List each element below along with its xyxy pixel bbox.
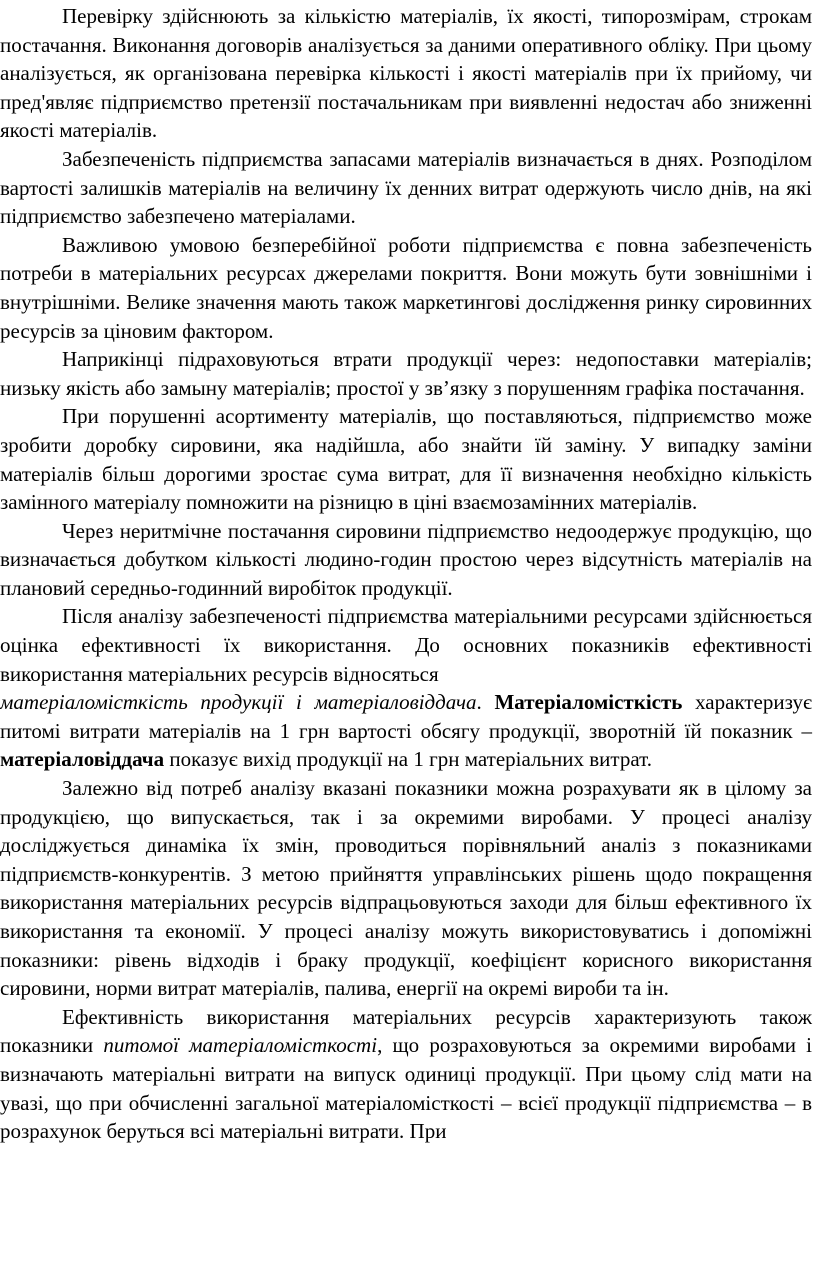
document-body [0, 2, 812, 1146]
paragraph-7: Після аналізу забезпеченості підприємства матеріальними ресурсами здійснюється оцінка ефективності їх використання. До основних показників ефективності використання матеріальних ресурсів відносяться [0, 604, 812, 686]
paragraph-8-text-a: . [476, 690, 495, 715]
paragraph-8-text-b: характеризує питомі витрати матеріалів на 1 грн вартості обсягу продукції, зворотній їй показник – [0, 690, 812, 743]
paragraph-5: При порушенні асортименту матеріалів, що поставляються, підприємство може зробити доробку сировини, яка надійшла, або знайти їй заміну. У випадку заміни матеріалів більш дорогими зростає сума витрат, для її визначення необхідно кількість замінного матеріалу помножити на різницю в ціні взаємозамінних матеріалів. [0, 404, 812, 515]
term-material-return-bold: матеріаловіддача [0, 747, 165, 772]
paragraph-10 [0, 1003, 812, 1146]
term-specific-material-intensity: питомої матеріаломісткості [103, 1033, 378, 1058]
paragraph-10-text-a: Ефективність використання матеріальних ресурсів характеризують також показники [0, 1004, 812, 1058]
paragraph-1: Перевірку здійснюють за кількістю матеріалів, їх якості, типорозмірам, строкам постачання. Виконання договорів аналізується за даними оперативного обліку. При цьому аналізується, як організована перевірка кількості і якості матеріалів при їх прийому, чи пред'являє підприємство претензії постачальникам при виявленні недостач або зниженні якості матеріалів. [0, 4, 812, 143]
paragraph-6: Через неритмічне постачання сировини підприємство недоодержує продукцію, що визначається добутком кількості людино-годин простою через відсутність матеріалів на плановий середньо-годинний виробіток продукції. [0, 518, 812, 600]
term-material-intensity-italic: матеріаломісткість продукції і матеріаловіддача [0, 690, 477, 715]
paragraph-8 [0, 688, 812, 774]
paragraph-4: Наприкінці підраховуються втрати продукції через: недопоставки матеріалів; низьку якість або замыну матеріалів; простої у зв’язку з порушенням графіка постачання. [0, 347, 812, 400]
paragraph-3: Важливою умовою безперебійної роботи підприємства є повна забезпеченість потреби в матеріальних ресурсах джерелами покриття. Вони можуть бути зовнішніми і внутрішніми. Велике значення мають також маркетингові дослідження ринку сировинних ресурсів за ціновим фактором. [0, 232, 812, 343]
paragraph-8-text-c: показує вихід продукції на 1 грн матеріальних витрат. [164, 747, 652, 772]
paragraph-2: Забезпеченість підприємства запасами матеріалів визначається в днях. Розподілом вартості залишків матеріалів на величину їх денних витрат одержують число днів, на які підприємство забезпечено матеріалами. [0, 146, 812, 229]
paragraph-9: Залежно від потреб аналізу вказані показники можна розрахувати як в цілому за продукцією, що випускається, так і за окремими виробами. У процесі аналізу досліджується динаміка їх змін, проводиться порівняльний аналіз з показниками підприємств-конкурентів. З метою прийняття управлінських рішень щодо покращення використання матеріальних ресурсів відпрацьовуються заходи для більш ефективного їх використання та економії. У процесі аналізу можуть використовуватись і допоміжні показники: рівень відходів і браку продукції, коефіцієнт корисного використання сировини, норми витрат матеріалів, палива, енергії на окремі вироби та ін. [0, 776, 812, 1001]
term-material-intensity-bold: Матеріаломісткість [494, 690, 683, 715]
paragraph-10-text-b: , що розраховуються за окремими виробами і визначають матеріальні витрати на випуск одиниці продукції. При цьому слід мати на увазі, що при обчисленні загальної матеріаломісткості – всієї продукції підприємства – в розрахунок беруться всі матеріальні витрати. При [0, 1033, 812, 1144]
